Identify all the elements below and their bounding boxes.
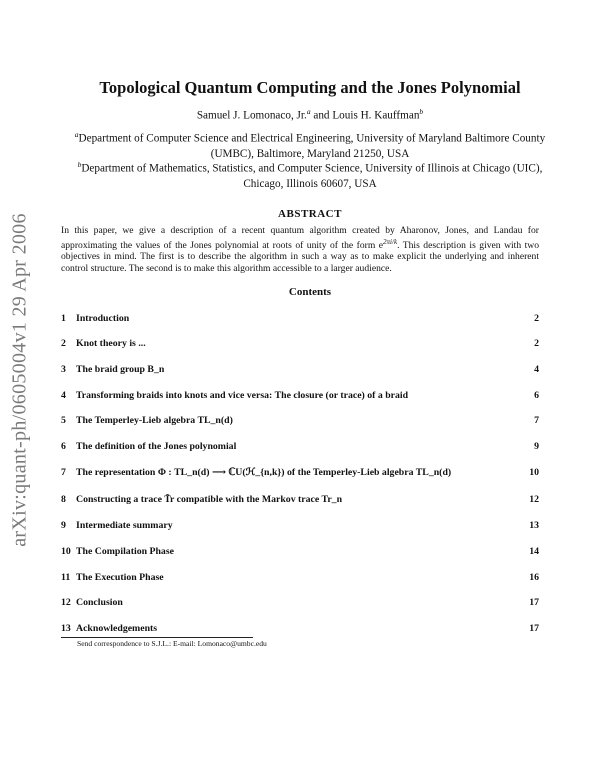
toc-entry-page: 17 (529, 623, 539, 634)
abstract-body (61, 225, 539, 275)
affiliation-b-mark: b (77, 160, 82, 169)
toc-entry-title: The Compilation Phase (76, 546, 174, 557)
toc-entry-jones-definition[interactable] (61, 441, 539, 457)
affiliation-b-text: Department of Mathematics, Statistics, and Computer Science, University of Illinois at Chicago (UIC), Chicago, Illinois 60607, USA (81, 162, 543, 190)
toc-entry-number: 1 (61, 313, 66, 324)
toc-entry-number: 11 (61, 572, 71, 583)
toc-entry-intermediate-summary[interactable] (61, 520, 539, 536)
toc-entry-introduction[interactable] (61, 313, 539, 329)
abstract-text-part-2: . This description is given with two objectives in mind. The first is to describe the algorithm in such a way as to make explicit the underlying and inherent control structure. The second is to make this algorithm accessible to a larger audience. (61, 239, 539, 274)
toc-entry-page: 7 (534, 415, 539, 426)
toc-entry-page: 13 (529, 520, 539, 531)
author-2-name: Louis H. Kauffman (332, 109, 420, 122)
toc-entry-braid-group[interactable] (61, 364, 539, 380)
toc-entry-execution-phase[interactable] (61, 572, 539, 588)
toc-entry-transforming-braids[interactable] (61, 390, 539, 406)
toc-entry-number: 8 (61, 494, 66, 505)
toc-entry-title: Transforming braids into knots and vice versa: The closure (or trace) of a braid (76, 390, 409, 401)
toc-entry-page: 2 (534, 338, 539, 349)
toc-entry-title: Constructing a trace T̃r compatible with the Markov trace Tr_n (76, 494, 343, 505)
contents-heading: Contents (288, 286, 332, 298)
toc-entry-representation[interactable] (61, 467, 539, 483)
toc-entry-number: 2 (61, 338, 66, 349)
author-list (60, 107, 560, 122)
abstract-heading: ABSTRACT (278, 208, 342, 220)
author-2-affiliation-mark: b (419, 107, 424, 116)
arxiv-identifier-stamp (0, 190, 40, 570)
footnote-divider (61, 637, 253, 638)
correspondence-footnote: Send correspondence to S.J.L.: E-mail: Lomonaco@umbc.edu (77, 639, 267, 648)
paper-title: Topological Quantum Computing and the Jones Polynomial (99, 78, 521, 97)
author-1-name: Samuel J. Lomonaco, Jr. (196, 109, 307, 122)
toc-entry-page: 2 (534, 313, 539, 324)
abstract-formula: $e^{2\pi i/k}$ (378, 237, 398, 251)
affiliation-a-text: Department of Computer Science and Electrical Engineering, University of Maryland Baltimore County (UMBC), Baltimore, Maryland 21250, USA (78, 132, 546, 160)
toc-entry-number: 3 (61, 364, 66, 375)
toc-entry-page: 14 (529, 546, 539, 557)
toc-entry-page: 10 (529, 467, 539, 478)
toc-entry-title: Knot theory is ... (76, 338, 146, 349)
toc-entry-title: The braid group B_n (76, 364, 165, 375)
toc-entry-number: 13 (61, 623, 71, 634)
affiliation-a-mark: a (74, 130, 79, 139)
toc-entry-title: The representation Φ : TL_n(d) ⟶ ℂU(ℋ_{n,k}) of the Temperley-Lieb algebra TL_n(d) (76, 467, 452, 478)
toc-entry-conclusion[interactable] (61, 597, 539, 613)
abstract-text-part-1: In this paper, we give a description of a recent quantum algorithm created by Aharonov, Jones, and Landau for approximating the values of the Jones polynomial at roots of unity of the form (61, 225, 539, 251)
toc-entry-page: 9 (534, 441, 539, 452)
toc-entry-page: 17 (529, 597, 539, 608)
toc-entry-constructing-trace[interactable] (61, 494, 539, 510)
toc-entry-number: 10 (61, 546, 71, 557)
toc-entry-page: 16 (529, 572, 539, 583)
affiliation-b (70, 157, 550, 192)
toc-entry-knot-theory[interactable] (61, 338, 539, 354)
toc-entry-title: The definition of the Jones polynomial (76, 441, 237, 452)
toc-entry-number: 9 (61, 520, 66, 531)
toc-entry-title: Intermediate summary (76, 520, 173, 531)
author-conjunction: and (313, 109, 330, 122)
toc-entry-title: Acknowledgements (76, 623, 158, 634)
toc-entry-number: 6 (61, 441, 66, 452)
toc-entry-title: The Execution Phase (76, 572, 164, 583)
toc-entry-title: Introduction (76, 313, 130, 324)
toc-entry-title: The Temperley-Lieb algebra TL_n(d) (76, 415, 233, 426)
toc-entry-number: 12 (61, 597, 71, 608)
arxiv-identifier-text: arXiv:quant-ph/0605004v1 29 Apr 2006 (8, 213, 31, 547)
toc-entry-page: 12 (529, 494, 539, 505)
toc-entry-number: 5 (61, 415, 66, 426)
author-1-affiliation-mark: a (306, 107, 311, 116)
toc-entry-page: 6 (534, 390, 539, 401)
toc-entry-compilation-phase[interactable] (61, 546, 539, 562)
toc-entry-number: 4 (61, 390, 66, 401)
toc-entry-temperley-lieb[interactable] (61, 415, 539, 431)
toc-entry-title: Conclusion (76, 597, 123, 608)
toc-entry-number: 7 (61, 467, 66, 478)
toc-entry-page: 4 (534, 364, 539, 375)
